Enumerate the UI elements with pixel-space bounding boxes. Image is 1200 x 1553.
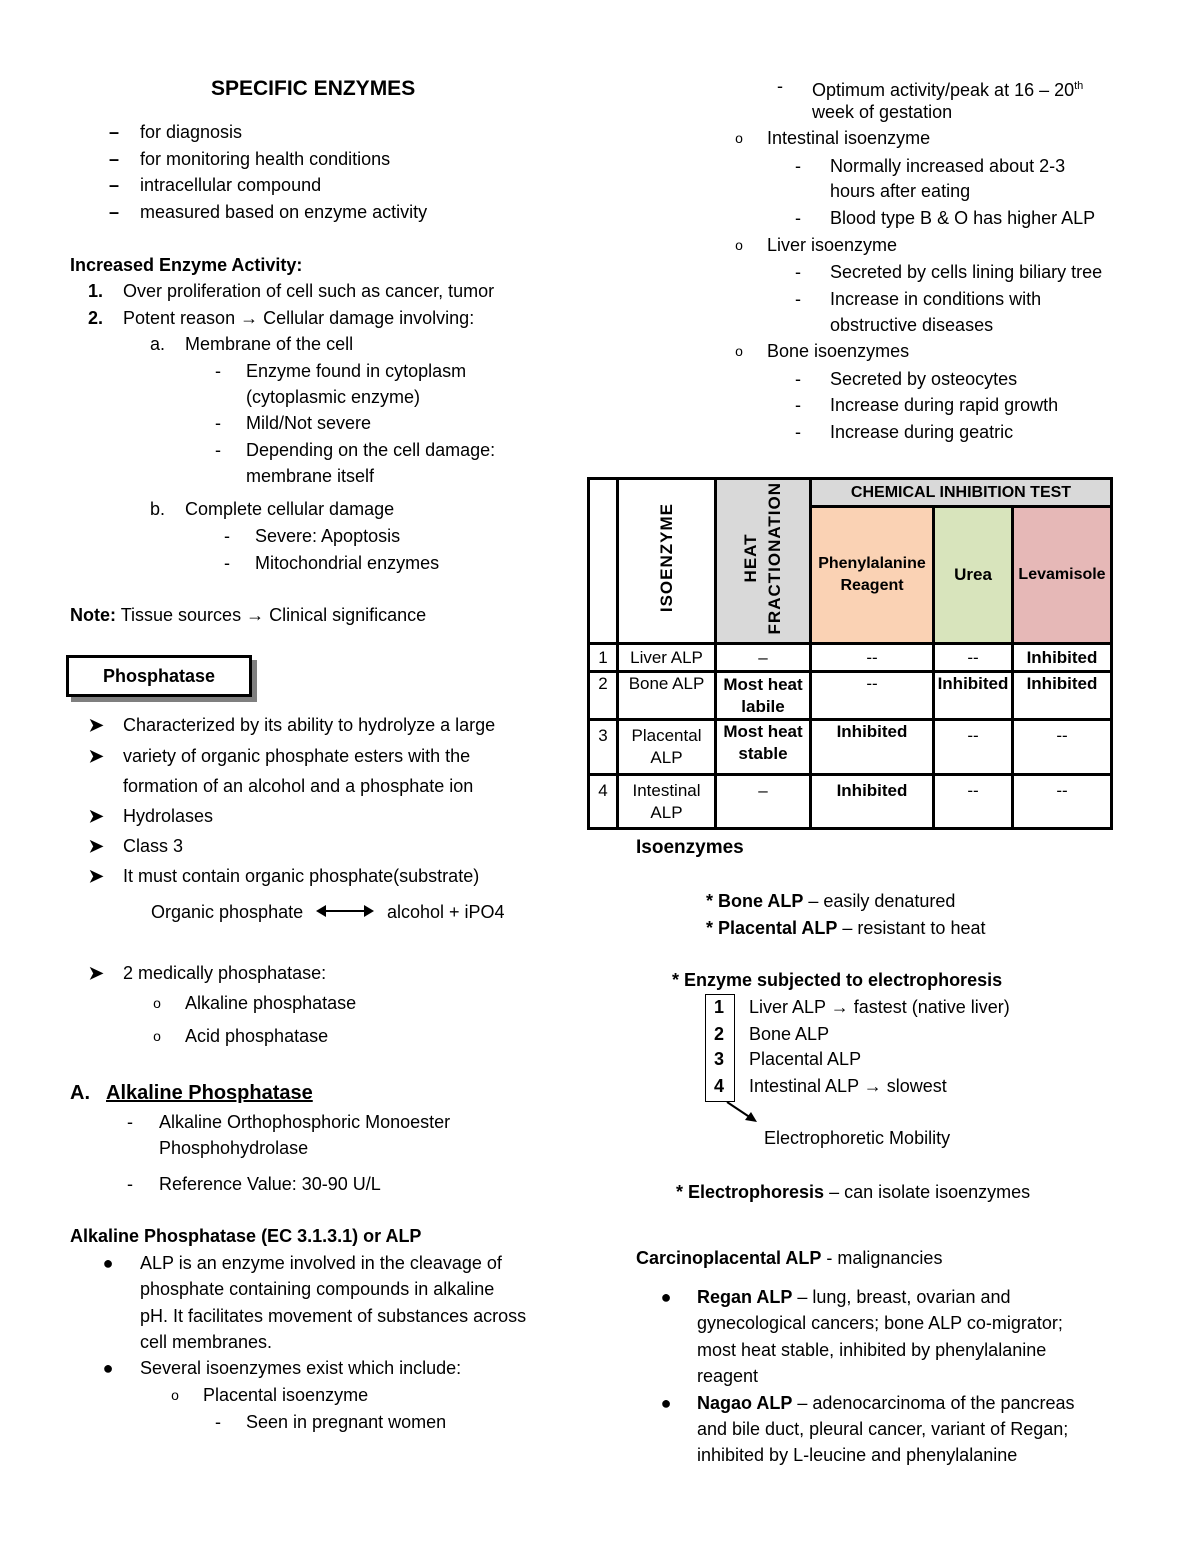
cell-phenylalanine: -- bbox=[811, 644, 934, 672]
header-heat-label bbox=[739, 482, 787, 634]
list-item: Depending on the cell damage: bbox=[246, 440, 496, 460]
double-arrow-icon bbox=[316, 902, 374, 920]
list-item: Hydrolases bbox=[123, 806, 214, 826]
header-urea: Urea bbox=[934, 507, 1013, 644]
cell-heat-line1: Most heat bbox=[723, 674, 803, 694]
cell-heat-line1: Most heat bbox=[723, 722, 803, 741]
dash-bullet-icon: - bbox=[795, 369, 801, 389]
dash-bullet-icon: - bbox=[215, 440, 221, 460]
cell-heat: – bbox=[716, 644, 811, 672]
dash-bullet-icon: – bbox=[108, 149, 119, 169]
list-item: 2 medically phosphatase: bbox=[123, 963, 327, 983]
cell-phenylalanine: -- bbox=[811, 672, 934, 720]
list-letter: a. bbox=[150, 334, 166, 354]
list-item: Enzyme found in cytoplasm bbox=[246, 361, 467, 381]
list-item: Placental isoenzyme bbox=[203, 1385, 369, 1405]
list-item: Increase during geatric bbox=[830, 422, 1014, 442]
dash-bullet-icon: - bbox=[215, 361, 221, 381]
bone-note-label: * Bone ALP bbox=[706, 891, 804, 911]
list-item: Liver isoenzyme bbox=[767, 235, 898, 255]
circle-bullet-icon: o bbox=[735, 130, 743, 146]
list-item bbox=[697, 1284, 1011, 1310]
list-item: Reference Value: 30-90 U/L bbox=[159, 1174, 381, 1194]
placental-note bbox=[706, 915, 985, 941]
arrow-bullet-icon: ➤ bbox=[88, 963, 104, 983]
cell-urea: Inhibited bbox=[934, 672, 1013, 720]
dash-bullet-icon: - bbox=[215, 1412, 221, 1432]
dash-bullet-icon: - bbox=[127, 1174, 133, 1194]
electro-note-label: * Electrophoresis bbox=[676, 1182, 825, 1202]
placental-note-text: – resistant to heat bbox=[837, 918, 986, 938]
dash-bullet-icon: - bbox=[795, 208, 801, 228]
regan-text: – lung, breast, ovarian and bbox=[792, 1287, 1011, 1307]
cell-heat bbox=[716, 720, 811, 775]
list-item: reagent bbox=[697, 1366, 759, 1386]
cell-levamisole: Inhibited bbox=[1013, 672, 1112, 720]
regan-label: Regan ALP bbox=[697, 1287, 793, 1307]
list-item: pH. It facilitates movement of substances across bbox=[140, 1306, 527, 1326]
circle-bullet-icon: o bbox=[153, 995, 161, 1011]
electro-item: Placental ALP bbox=[749, 1049, 862, 1069]
nagao-text: – adenocarcinoma of the pancreas bbox=[792, 1393, 1075, 1413]
disc-bullet-icon: ● bbox=[660, 1393, 672, 1413]
electro-number: 2 bbox=[714, 1024, 725, 1044]
isoenzyme-table bbox=[587, 477, 1113, 830]
table-row bbox=[589, 775, 1112, 829]
cell-urea: -- bbox=[934, 720, 1013, 775]
increased-heading: Increased Enzyme Activity: bbox=[70, 255, 303, 275]
list-item: Complete cellular damage bbox=[185, 499, 395, 519]
bone-note-text: – easily denatured bbox=[803, 891, 956, 911]
electro-item: Bone ALP bbox=[749, 1024, 830, 1044]
cell-phenylalanine: Inhibited bbox=[811, 775, 934, 829]
carcino-label: Carcinoplacental ALP bbox=[636, 1248, 822, 1268]
row-number: 4 bbox=[589, 775, 618, 829]
header-isoenzyme-label: ISOENZYME bbox=[656, 503, 676, 613]
note-label: Note: bbox=[70, 605, 116, 625]
bone-note bbox=[706, 888, 955, 914]
dash-bullet-icon: – bbox=[108, 202, 119, 222]
list-item: Potent reason → Cellular damage involving: bbox=[123, 308, 475, 328]
dash-bullet-icon: - bbox=[224, 526, 230, 546]
reaction-right: alcohol + iPO4 bbox=[387, 902, 505, 922]
cell-heat: – bbox=[716, 775, 811, 829]
list-item: Phosphohydrolase bbox=[159, 1138, 309, 1158]
optimum-text: Optimum activity/peak at 16 – 20 bbox=[812, 80, 1075, 100]
list-item: phosphate containing compounds in alkaline bbox=[140, 1279, 495, 1299]
list-item: Characterized by its ability to hydrolyze a large bbox=[123, 715, 496, 735]
list-item: inhibited by L-leucine and phenylalanine bbox=[697, 1445, 1018, 1465]
nagao-label: Nagao ALP bbox=[697, 1393, 793, 1413]
cell-isoenzyme: Bone ALP bbox=[618, 672, 716, 720]
electro-item: Intestinal ALP → slowest bbox=[749, 1076, 947, 1096]
cell-heat-line2: labile bbox=[741, 696, 785, 716]
cell-iso-line2: ALP bbox=[650, 748, 683, 767]
arrow-bullet-icon: ➤ bbox=[88, 715, 104, 735]
list-item: Mitochondrial enzymes bbox=[255, 553, 440, 573]
dash-bullet-icon: - bbox=[224, 553, 230, 573]
dash-bullet-icon: – bbox=[108, 175, 119, 195]
placental-note-label: * Placental ALP bbox=[706, 918, 838, 938]
dash-bullet-icon: – bbox=[108, 122, 119, 142]
electrophoresis-heading: * Enzyme subjected to electrophoresis bbox=[672, 970, 1003, 990]
table-row bbox=[589, 720, 1112, 775]
mobility-label: Electrophoretic Mobility bbox=[764, 1128, 951, 1148]
row-number: 2 bbox=[589, 672, 618, 720]
list-item: Blood type B & O has higher ALP bbox=[830, 208, 1096, 228]
header-isoenzyme bbox=[618, 479, 716, 644]
carcino-heading bbox=[636, 1245, 942, 1271]
list-item: and bile duct, pleural cancer, variant of Regan; bbox=[697, 1419, 1069, 1439]
list-item: Normally increased about 2-3 bbox=[830, 156, 1066, 176]
list-item: measured based on enzyme activity bbox=[140, 202, 428, 222]
cell-levamisole: -- bbox=[1013, 775, 1112, 829]
list-number: 2. bbox=[88, 308, 104, 328]
header-phenylalanine bbox=[811, 507, 934, 644]
list-item: week of gestation bbox=[812, 102, 953, 122]
list-item: Several isoenzymes exist which include: bbox=[140, 1358, 462, 1378]
list-item: Bone isoenzymes bbox=[767, 341, 910, 361]
list-item: formation of an alcohol and a phosphate ion bbox=[123, 776, 474, 796]
electro-number: 3 bbox=[714, 1049, 725, 1069]
dash-bullet-icon: - bbox=[795, 156, 801, 176]
list-item: Increase in conditions with bbox=[830, 289, 1042, 309]
dash-bullet-icon: - bbox=[127, 1112, 133, 1132]
list-item: Seen in pregnant women bbox=[246, 1412, 447, 1432]
dash-bullet-icon: - bbox=[795, 422, 801, 442]
list-item: for monitoring health conditions bbox=[140, 149, 391, 169]
carcino-text: - malignancies bbox=[821, 1248, 943, 1268]
header-heat-line2: FRACTIONATION bbox=[765, 481, 784, 635]
list-item: membrane itself bbox=[246, 466, 375, 486]
dash-bullet-icon: - bbox=[795, 262, 801, 282]
list-item: Membrane of the cell bbox=[185, 334, 354, 354]
isoenzymes-heading: Isoenzymes bbox=[636, 837, 744, 858]
list-item: Secreted by osteocytes bbox=[830, 369, 1018, 389]
list-item: (cytoplasmic enzyme) bbox=[246, 387, 421, 407]
list-letter: b. bbox=[150, 499, 166, 519]
cell-levamisole: -- bbox=[1013, 720, 1112, 775]
header-phe-line1: Phenylalanine bbox=[818, 555, 926, 572]
circle-bullet-icon: o bbox=[735, 343, 743, 359]
list-number: 1. bbox=[88, 281, 104, 301]
superscript: th bbox=[1074, 80, 1084, 92]
list-item: ALP is an enzyme involved in the cleavage of bbox=[140, 1253, 502, 1273]
reaction-left: Organic phosphate bbox=[151, 902, 304, 922]
header-heat-line1: HEAT bbox=[741, 533, 760, 583]
electro-item: Liver ALP → fastest (native liver) bbox=[749, 997, 1010, 1017]
page-title: SPECIFIC ENZYMES bbox=[211, 77, 416, 100]
alp-ec-heading: Alkaline Phosphatase (EC 3.1.3.1) or ALP bbox=[70, 1226, 422, 1246]
list-item: obstructive diseases bbox=[830, 315, 994, 335]
dash-bullet-icon: - bbox=[795, 395, 801, 415]
header-levamisole: Levamisole bbox=[1013, 507, 1112, 644]
dash-bullet-icon: - bbox=[795, 289, 801, 309]
list-item: Acid phosphatase bbox=[185, 1026, 329, 1046]
cell-isoenzyme: Liver ALP bbox=[618, 644, 716, 672]
list-item: Alkaline Orthophosphoric Monoester bbox=[159, 1112, 451, 1132]
list-item: Increase during rapid growth bbox=[830, 395, 1059, 415]
electro-note-text: – can isolate isoenzymes bbox=[824, 1182, 1031, 1202]
list-item: Class 3 bbox=[123, 836, 184, 856]
list-item: Mild/Not severe bbox=[246, 413, 372, 433]
list-item: cell membranes. bbox=[140, 1332, 273, 1352]
list-item: variety of organic phosphate esters with the bbox=[123, 746, 471, 766]
cell-urea: -- bbox=[934, 775, 1013, 829]
arrow-bullet-icon: ➤ bbox=[88, 806, 104, 826]
cell-heat bbox=[716, 672, 811, 720]
header-chemical-inhibition: CHEMICAL INHIBITION TEST bbox=[811, 479, 1112, 507]
list-item: most heat stable, inhibited by phenylalanine bbox=[697, 1340, 1047, 1360]
circle-bullet-icon: o bbox=[735, 237, 743, 253]
dash-bullet-icon: - bbox=[777, 76, 783, 96]
cell-iso-line1: Placental bbox=[631, 726, 702, 745]
list-item: hours after eating bbox=[830, 181, 971, 201]
disc-bullet-icon: ● bbox=[102, 1358, 114, 1378]
phosphatase-box: Phosphatase bbox=[66, 655, 252, 697]
list-item: Over proliferation of cell such as cancer, tumor bbox=[123, 281, 495, 301]
arrow-bullet-icon: ➤ bbox=[88, 866, 104, 886]
cell-isoenzyme bbox=[618, 775, 716, 829]
list-item: Alkaline phosphatase bbox=[185, 993, 357, 1013]
cell-iso-line2: ALP bbox=[650, 802, 683, 822]
cell-levamisole: Inhibited bbox=[1013, 644, 1112, 672]
arrow-bullet-icon: ➤ bbox=[88, 836, 104, 856]
row-number: 1 bbox=[589, 644, 618, 672]
dash-bullet-icon: - bbox=[215, 413, 221, 433]
note bbox=[70, 602, 426, 628]
circle-bullet-icon: o bbox=[153, 1028, 161, 1044]
cell-urea: -- bbox=[934, 644, 1013, 672]
list-item: Severe: Apoptosis bbox=[255, 526, 401, 546]
header-phe-line2: Reagent bbox=[840, 577, 904, 594]
list-item: gynecological cancers; bone ALP co-migrator; bbox=[697, 1313, 1063, 1333]
list-item: intracellular compound bbox=[140, 175, 322, 195]
section-title: Alkaline Phosphatase bbox=[106, 1082, 313, 1104]
disc-bullet-icon: ● bbox=[102, 1253, 114, 1273]
electro-number: 4 bbox=[714, 1076, 725, 1096]
table-row bbox=[589, 644, 1112, 672]
cell-heat-line2: stable bbox=[738, 744, 788, 763]
circle-bullet-icon: o bbox=[171, 1387, 179, 1403]
note-text: Tissue sources → Clinical significance bbox=[120, 605, 427, 625]
cell-isoenzyme bbox=[618, 720, 716, 775]
table-row bbox=[589, 672, 1112, 720]
list-item bbox=[697, 1390, 1075, 1416]
arrow-bullet-icon: ➤ bbox=[88, 746, 104, 766]
list-item: Secreted by cells lining biliary tree bbox=[830, 262, 1103, 282]
pointer-arrow-icon bbox=[725, 1100, 761, 1124]
table-corner-cell bbox=[589, 479, 618, 644]
list-item: Intestinal isoenzyme bbox=[767, 128, 931, 148]
list-item: It must contain organic phosphate(substrate) bbox=[123, 866, 480, 886]
disc-bullet-icon: ● bbox=[660, 1287, 672, 1307]
cell-phenylalanine: Inhibited bbox=[811, 720, 934, 775]
electro-isolate-note bbox=[676, 1179, 1030, 1205]
list-item: for diagnosis bbox=[140, 122, 243, 142]
cell-iso-line1: Intestinal bbox=[632, 780, 701, 800]
row-number: 3 bbox=[589, 720, 618, 775]
section-label: A. bbox=[70, 1082, 90, 1104]
electro-number: 1 bbox=[714, 997, 725, 1017]
header-heat-fractionation bbox=[716, 479, 811, 644]
